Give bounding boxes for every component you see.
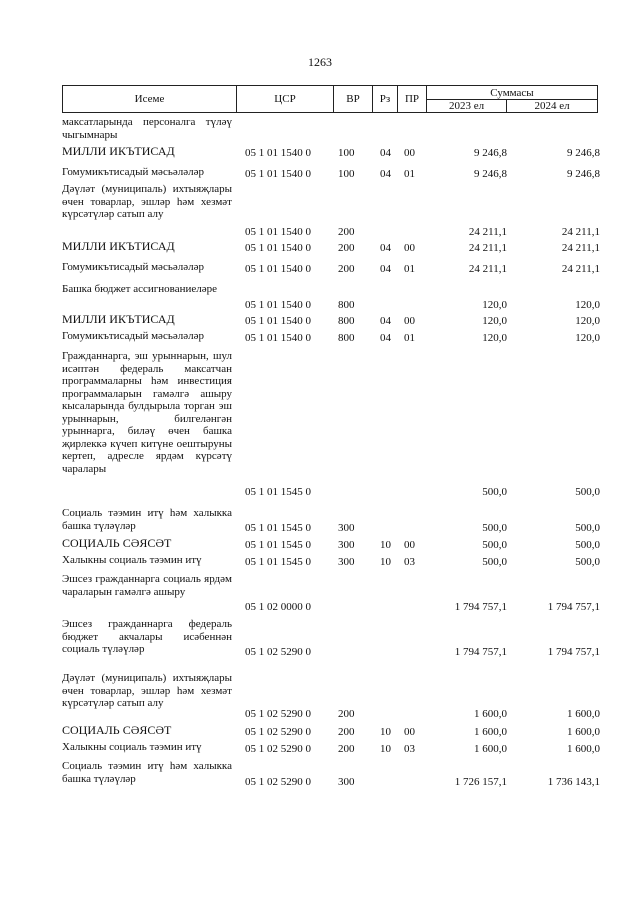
row-sum-2023: 24 211,1 (468, 241, 507, 254)
row-sum-2023: 500,0 (482, 485, 507, 498)
row-rz: 04 (380, 331, 391, 344)
row-name: Социаль тәэмин итү һәм халыкка башка түләүләр (62, 760, 232, 785)
row-name: максатларында персоналга түләү чыгымнары (62, 116, 232, 141)
row-sum-2023: 120,0 (482, 314, 507, 327)
row-name: Халыкны социаль тәэмин итү (62, 554, 202, 566)
table-row (62, 672, 602, 720)
table-row (62, 741, 602, 755)
row-pr: 01 (404, 331, 415, 344)
row-name: Гражданнарга, эш урыннарын, шул исәптән федераль максатчан программаларны һәм инвестиция программаларын гамәлгә ашыру кысаларында булдырыла торган эш урыннарын, билгеләнгән урыннарга, биләү өчен башка җирлеккә күчеп китүне оештыруны кертеп, адресле ярдәм күрсәтү чаралары (62, 350, 232, 475)
row-pr: 01 (404, 262, 415, 275)
row-rz: 10 (380, 538, 391, 551)
row-sum-2023: 500,0 (482, 521, 507, 534)
row-sum-2024: 1 600,0 (567, 742, 600, 755)
row-csr: 05 1 01 1540 0 (245, 314, 311, 327)
row-pr: 00 (404, 241, 415, 254)
row-sum-2023: 9 246,8 (474, 146, 507, 159)
row-pr: 00 (404, 314, 415, 327)
row-vr: 200 (338, 262, 355, 275)
row-name: Гомумикътисадый мәсьәләләр (62, 261, 204, 273)
row-sum-2023: 1 600,0 (474, 725, 507, 738)
row-sum-2024: 24 211,1 (561, 241, 600, 254)
table-row (62, 283, 602, 311)
header-sums (427, 86, 597, 112)
row-pr: 00 (404, 725, 415, 738)
row-pr: 01 (404, 167, 415, 180)
row-vr: 300 (338, 538, 355, 551)
header-pr: ПР (398, 86, 427, 112)
row-vr: 300 (338, 775, 355, 788)
row-vr: 800 (338, 331, 355, 344)
row-vr: 100 (338, 167, 355, 180)
table-row (62, 618, 602, 658)
table-row (62, 166, 602, 180)
row-name: Дәүләт (муниципаль) ихтыяҗлары өчен товарлар, эшләр һәм хезмәт күрсәтүләр сатып алу (62, 672, 232, 709)
row-sum-2023: 1 726 157,1 (454, 775, 507, 788)
row-sum-2023: 9 246,8 (474, 167, 507, 180)
header-year-2024: 2024 ел (534, 99, 570, 112)
row-name: Башка бюджет ассигнованиеләре (62, 283, 217, 295)
row-sum-2024: 24 211,1 (561, 262, 600, 275)
row-csr: 05 1 02 5290 0 (245, 707, 311, 720)
table-row (62, 573, 602, 613)
row-name: СОЦИАЛЬ СӘЯСӘТ (62, 536, 172, 550)
row-csr: 05 1 01 1545 0 (245, 555, 311, 568)
row-vr: 300 (338, 555, 355, 568)
row-sum-2024: 500,0 (575, 555, 600, 568)
row-csr: 05 1 01 1545 0 (245, 485, 311, 498)
row-rz: 04 (380, 146, 391, 159)
row-csr: 05 1 01 1540 0 (245, 331, 311, 344)
header-vr: ВР (334, 86, 373, 112)
table-row (62, 507, 602, 534)
row-sum-2023: 1 794 757,1 (454, 600, 507, 613)
row-rz: 04 (380, 262, 391, 275)
row-sum-2024: 500,0 (575, 538, 600, 551)
row-sum-2023: 500,0 (482, 538, 507, 551)
row-rz: 04 (380, 314, 391, 327)
table-row (62, 330, 602, 344)
row-sum-2024: 24 211,1 (561, 225, 600, 238)
row-pr: 00 (404, 146, 415, 159)
row-vr: 200 (338, 225, 355, 238)
row-sum-2024: 120,0 (575, 298, 600, 311)
row-vr: 200 (338, 725, 355, 738)
row-csr: 05 1 02 5290 0 (245, 775, 311, 788)
table-row (62, 350, 602, 498)
row-name: СОЦИАЛЬ СӘЯСӘТ (62, 723, 172, 737)
table-row (62, 537, 602, 551)
row-csr: 05 1 02 5290 0 (245, 645, 311, 658)
row-vr: 100 (338, 146, 355, 159)
row-name: МИЛЛИ ИКЪТИСАД (62, 312, 175, 326)
row-csr: 05 1 01 1545 0 (245, 538, 311, 551)
table-header (62, 85, 598, 113)
row-sum-2024: 1 600,0 (567, 707, 600, 720)
row-sum-2023: 1 600,0 (474, 742, 507, 755)
row-csr: 05 1 02 5290 0 (245, 742, 311, 755)
row-sum-2024: 1 600,0 (567, 725, 600, 738)
row-rz: 04 (380, 167, 391, 180)
row-sum-2024: 9 246,8 (567, 167, 600, 180)
table-row (62, 240, 602, 254)
row-name: Халыкны социаль тәэмин итү (62, 741, 202, 753)
row-name: Дәүләт (муниципаль) ихтыяҗлары өчен товарлар, эшләр һәм хезмәт күрсәтүләр сатып алу (62, 183, 232, 220)
row-vr: 200 (338, 707, 355, 720)
table-row (62, 760, 602, 788)
table-row (62, 116, 602, 143)
row-csr: 05 1 01 1540 0 (245, 167, 311, 180)
row-sum-2023: 120,0 (482, 298, 507, 311)
row-sum-2023: 1 794 757,1 (454, 645, 507, 658)
row-sum-2023: 24 211,1 (468, 262, 507, 275)
header-csr: ЦСР (237, 86, 334, 112)
row-rz: 10 (380, 555, 391, 568)
table-row (62, 313, 602, 327)
row-vr: 200 (338, 241, 355, 254)
row-vr: 800 (338, 298, 355, 311)
table-row (62, 183, 602, 238)
row-name: Гомумикътисадый мәсьәләләр (62, 330, 204, 342)
page-number: 1263 (308, 55, 332, 69)
row-sum-2024: 9 246,8 (567, 146, 600, 159)
row-csr: 05 1 01 1545 0 (245, 521, 311, 534)
row-sum-2024: 1 736 143,1 (547, 775, 600, 788)
row-sum-2023: 500,0 (482, 555, 507, 568)
row-rz: 04 (380, 241, 391, 254)
row-pr: 03 (404, 555, 415, 568)
table-row (62, 724, 602, 738)
row-csr: 05 1 02 0000 0 (245, 600, 311, 613)
row-vr: 800 (338, 314, 355, 327)
row-pr: 03 (404, 742, 415, 755)
row-vr: 300 (338, 521, 355, 534)
row-csr: 05 1 01 1540 0 (245, 262, 311, 275)
row-name: Эшсез гражданнарга федераль бюджет акчалары исәбеннән социаль түләүләр (62, 618, 232, 655)
row-csr: 05 1 02 5290 0 (245, 725, 311, 738)
row-csr: 05 1 01 1540 0 (245, 146, 311, 159)
table-row (62, 261, 602, 275)
row-vr: 200 (338, 742, 355, 755)
row-sum-2024: 500,0 (575, 485, 600, 498)
row-pr: 00 (404, 538, 415, 551)
row-csr: 05 1 01 1540 0 (245, 225, 311, 238)
table-row (62, 145, 602, 159)
row-sum-2023: 1 600,0 (474, 707, 507, 720)
header-rz: Рз (373, 86, 398, 112)
row-sum-2024: 120,0 (575, 314, 600, 327)
row-csr: 05 1 01 1540 0 (245, 298, 311, 311)
header-year-2023: 2023 ел (427, 99, 507, 112)
row-rz: 10 (380, 742, 391, 755)
row-sum-2023: 120,0 (482, 331, 507, 344)
row-sum-2024: 120,0 (575, 331, 600, 344)
table-row (62, 554, 602, 568)
row-sum-2024: 500,0 (575, 521, 600, 534)
row-sum-2023: 24 211,1 (468, 225, 507, 238)
header-sums-label: Суммасы (427, 86, 597, 100)
header-name: Исеме (63, 86, 237, 112)
row-name: Гомумикътисадый мәсьәләләр (62, 166, 204, 178)
row-rz: 10 (380, 725, 391, 738)
row-sum-2024: 1 794 757,1 (547, 600, 600, 613)
row-csr: 05 1 01 1540 0 (245, 241, 311, 254)
row-name: МИЛЛИ ИКЪТИСАД (62, 239, 175, 253)
row-name: Социаль тәэмин итү һәм халыкка башка түләүләр (62, 507, 232, 532)
row-sum-2024: 1 794 757,1 (547, 645, 600, 658)
row-name: Эшсез гражданнарга социаль ярдәм чараларын гамәлгә ашыру (62, 573, 232, 598)
row-name: МИЛЛИ ИКЪТИСАД (62, 144, 175, 158)
